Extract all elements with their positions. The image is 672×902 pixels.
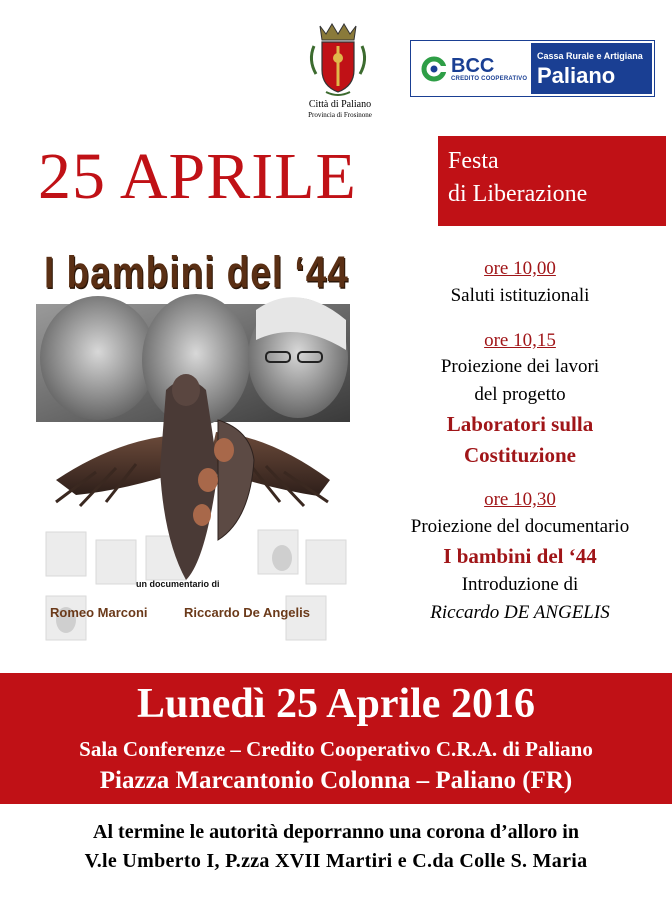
bank-logo xyxy=(410,40,655,97)
page-title: 25 APRILE xyxy=(38,140,357,213)
event-venue: Sala Conferenze – Credito Cooperativo C.R.A. di Paliano xyxy=(79,737,593,761)
poster-title: I bambini del ‘44 xyxy=(44,248,349,298)
program-1-line-1: Saluti istituzionali xyxy=(450,285,590,306)
bank-tagline: CREDITO COOPERATIVO xyxy=(451,75,528,82)
bank-name: Paliano xyxy=(537,63,616,88)
program-time-1: ore 10,00 xyxy=(484,258,556,279)
program-3-after: Introduzione di xyxy=(461,574,579,595)
program-2-line-2: del progetto xyxy=(474,384,566,405)
program-2-line-1: Proiezione dei lavori xyxy=(440,356,600,377)
bank-logo-right xyxy=(531,43,652,94)
event-date: Lunedì 25 Aprile 2016 xyxy=(137,681,535,727)
program-3-highlight: I bambini del ‘44 xyxy=(443,544,597,568)
poster-doc-label: un documentario di xyxy=(136,579,220,589)
bank-subtitle: Cassa Rurale e Artigiana xyxy=(537,51,643,61)
city-province: Provincia di Frosinone xyxy=(308,111,372,119)
documentary-poster xyxy=(36,240,350,656)
program-time-2: ore 10,15 xyxy=(484,330,556,351)
footer-line-1: Al termine le autorità deporranno una corona d’alloro in xyxy=(93,821,579,843)
program-2-highlight-2: Costituzione xyxy=(464,443,576,467)
bank-logo-left xyxy=(413,43,531,94)
city-crest-icon xyxy=(306,20,370,98)
poster-author-2: Riccardo De Angelis xyxy=(184,605,310,620)
program-time-3: ore 10,30 xyxy=(484,489,556,510)
program-3-speaker: Riccardo DE ANGELIS xyxy=(430,602,610,623)
program-2-highlight-1: Laboratori sulla xyxy=(446,412,594,436)
bank-mark-text: BCC xyxy=(451,54,495,77)
footer-line-2: V.le Umberto I, P.zza XVII Martiri e C.da Colle S. Maria xyxy=(84,850,588,872)
festa-line-2: di Liberazione xyxy=(448,181,588,207)
festa-line-1: Festa xyxy=(448,148,499,174)
city-name: Città di Paliano xyxy=(308,99,372,110)
event-address: Piazza Marcantonio Colonna – Paliano (FR) xyxy=(99,767,573,794)
program-3-line-1: Proiezione del documentario xyxy=(410,516,630,537)
bcc-logo-icon xyxy=(421,56,447,82)
poster-author-1: Romeo Marconi xyxy=(50,605,148,620)
